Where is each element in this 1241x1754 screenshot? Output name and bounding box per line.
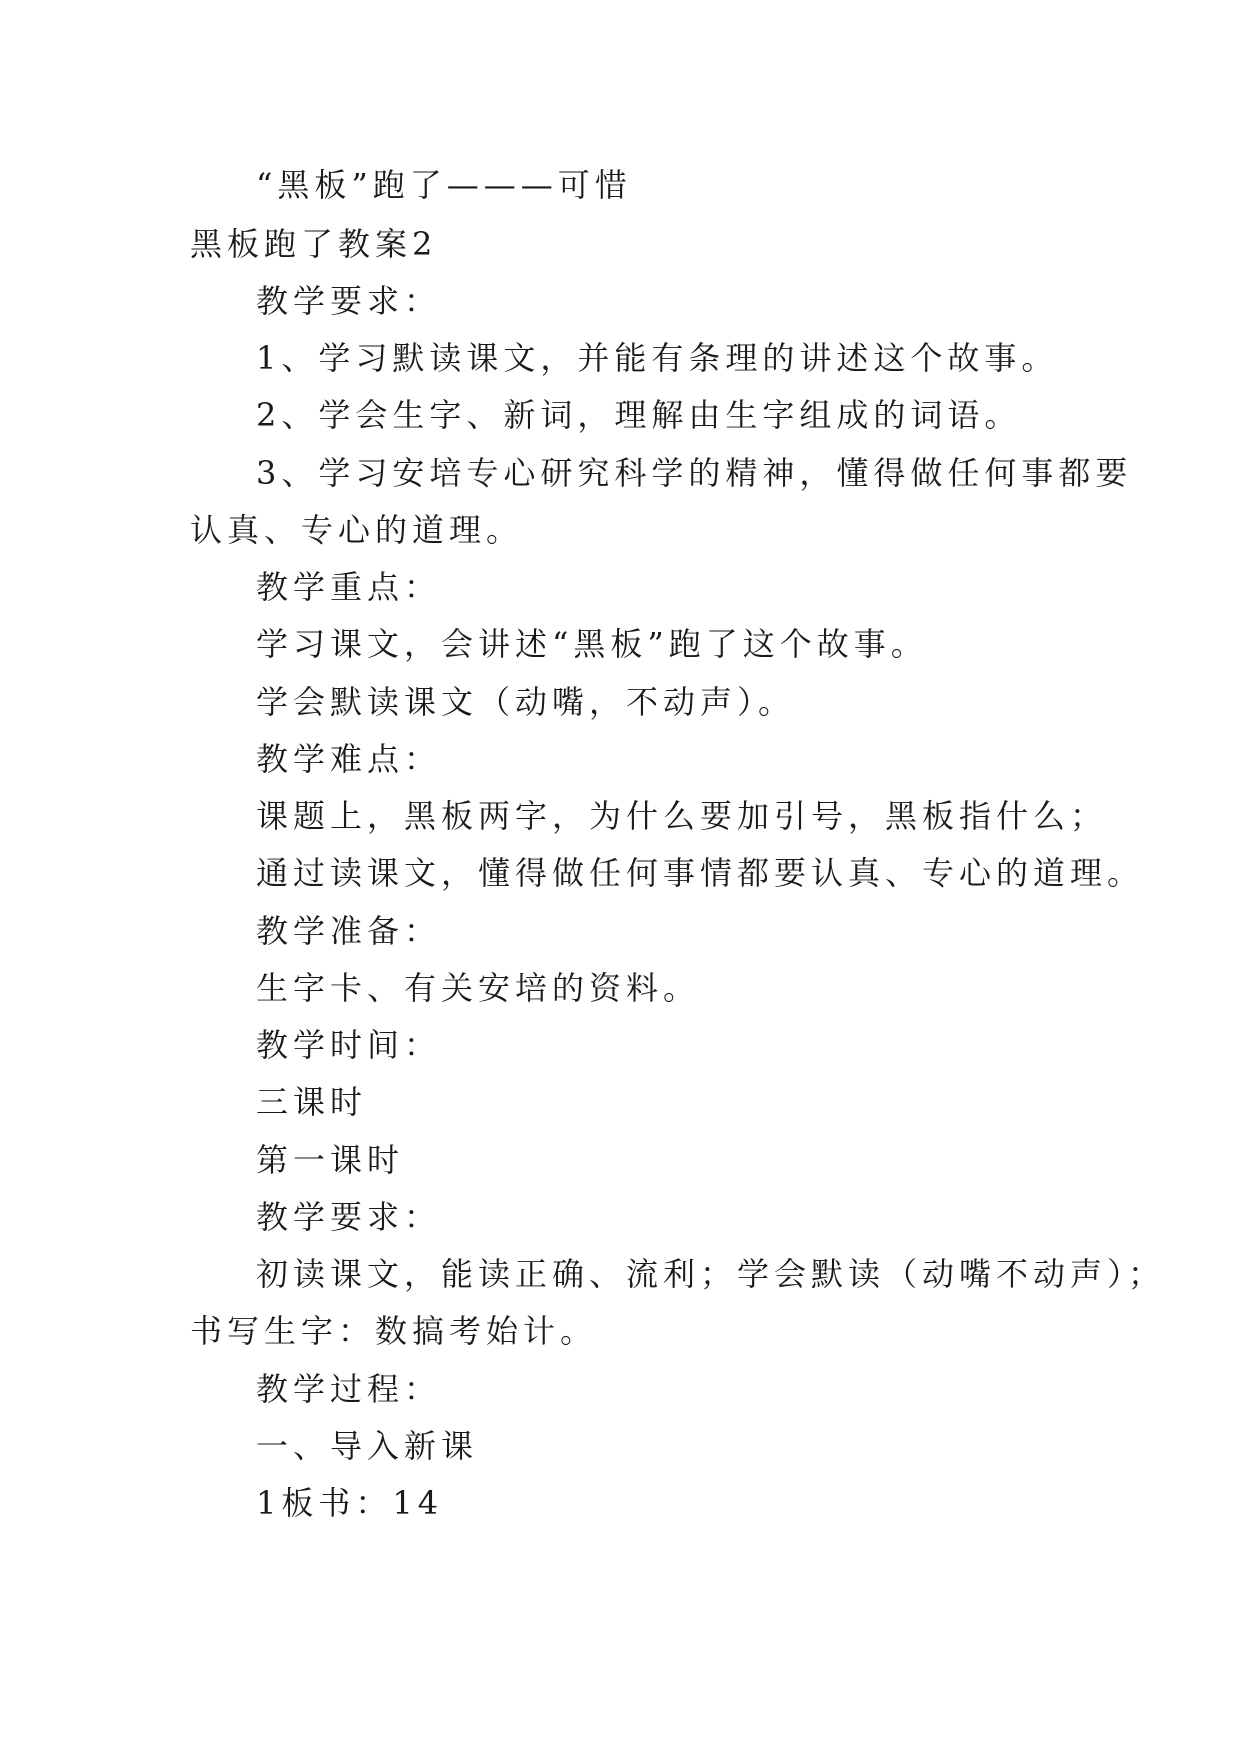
document-title: 黑板跑了教案2 — [190, 225, 438, 263]
lesson-requirement-text: 初读课文，能读正确、流利；学会默读（动嘴不动声）； — [256, 1255, 1166, 1293]
heading-first-lesson: 第一课时 — [256, 1141, 405, 1179]
requirement-1: 1、学习默读课文，并能有条理的讲述这个故事。 — [256, 339, 1059, 377]
teaching-time-text: 三课时 — [256, 1083, 368, 1121]
key-point-2: 学会默读课文（动嘴，不动声）。 — [256, 683, 796, 721]
previous-section-tail: “黑板”跑了———可惜 — [256, 166, 632, 204]
heading-teaching-process: 教学过程： — [256, 1370, 442, 1408]
heading-key-points: 教学重点： — [256, 568, 442, 606]
heading-teaching-time: 教学时间： — [256, 1026, 442, 1064]
heading-lesson-requirements: 教学要求： — [256, 1198, 442, 1236]
lesson-requirement-continued: 书写生字：数搞考始计。 — [190, 1312, 598, 1350]
requirement-2: 2、学会生字、新词，理解由生字组成的词语。 — [256, 396, 1022, 434]
process-step-1-board: 1板书：14 — [256, 1484, 444, 1522]
requirement-3-continued: 认真、专心的道理。 — [190, 511, 524, 549]
difficulty-1: 课题上，黑板两字，为什么要加引号，黑板指什么； — [256, 797, 1108, 835]
requirement-3: 3、学习安培专心研究科学的精神，懂得做任何事都要 — [256, 454, 1133, 492]
preparation-text: 生字卡、有关安培的资料。 — [256, 969, 701, 1007]
heading-preparation: 教学准备： — [256, 912, 442, 950]
heading-teaching-requirements: 教学要求： — [256, 282, 442, 320]
difficulty-2: 通过读课文，懂得做任何事情都要认真、专心的道理。 — [256, 854, 1145, 892]
heading-difficulties: 教学难点： — [256, 740, 442, 778]
process-step-1: 一、导入新课 — [256, 1427, 479, 1465]
key-point-1: 学习课文，会讲述“黑板”跑了这个故事。 — [256, 625, 928, 663]
